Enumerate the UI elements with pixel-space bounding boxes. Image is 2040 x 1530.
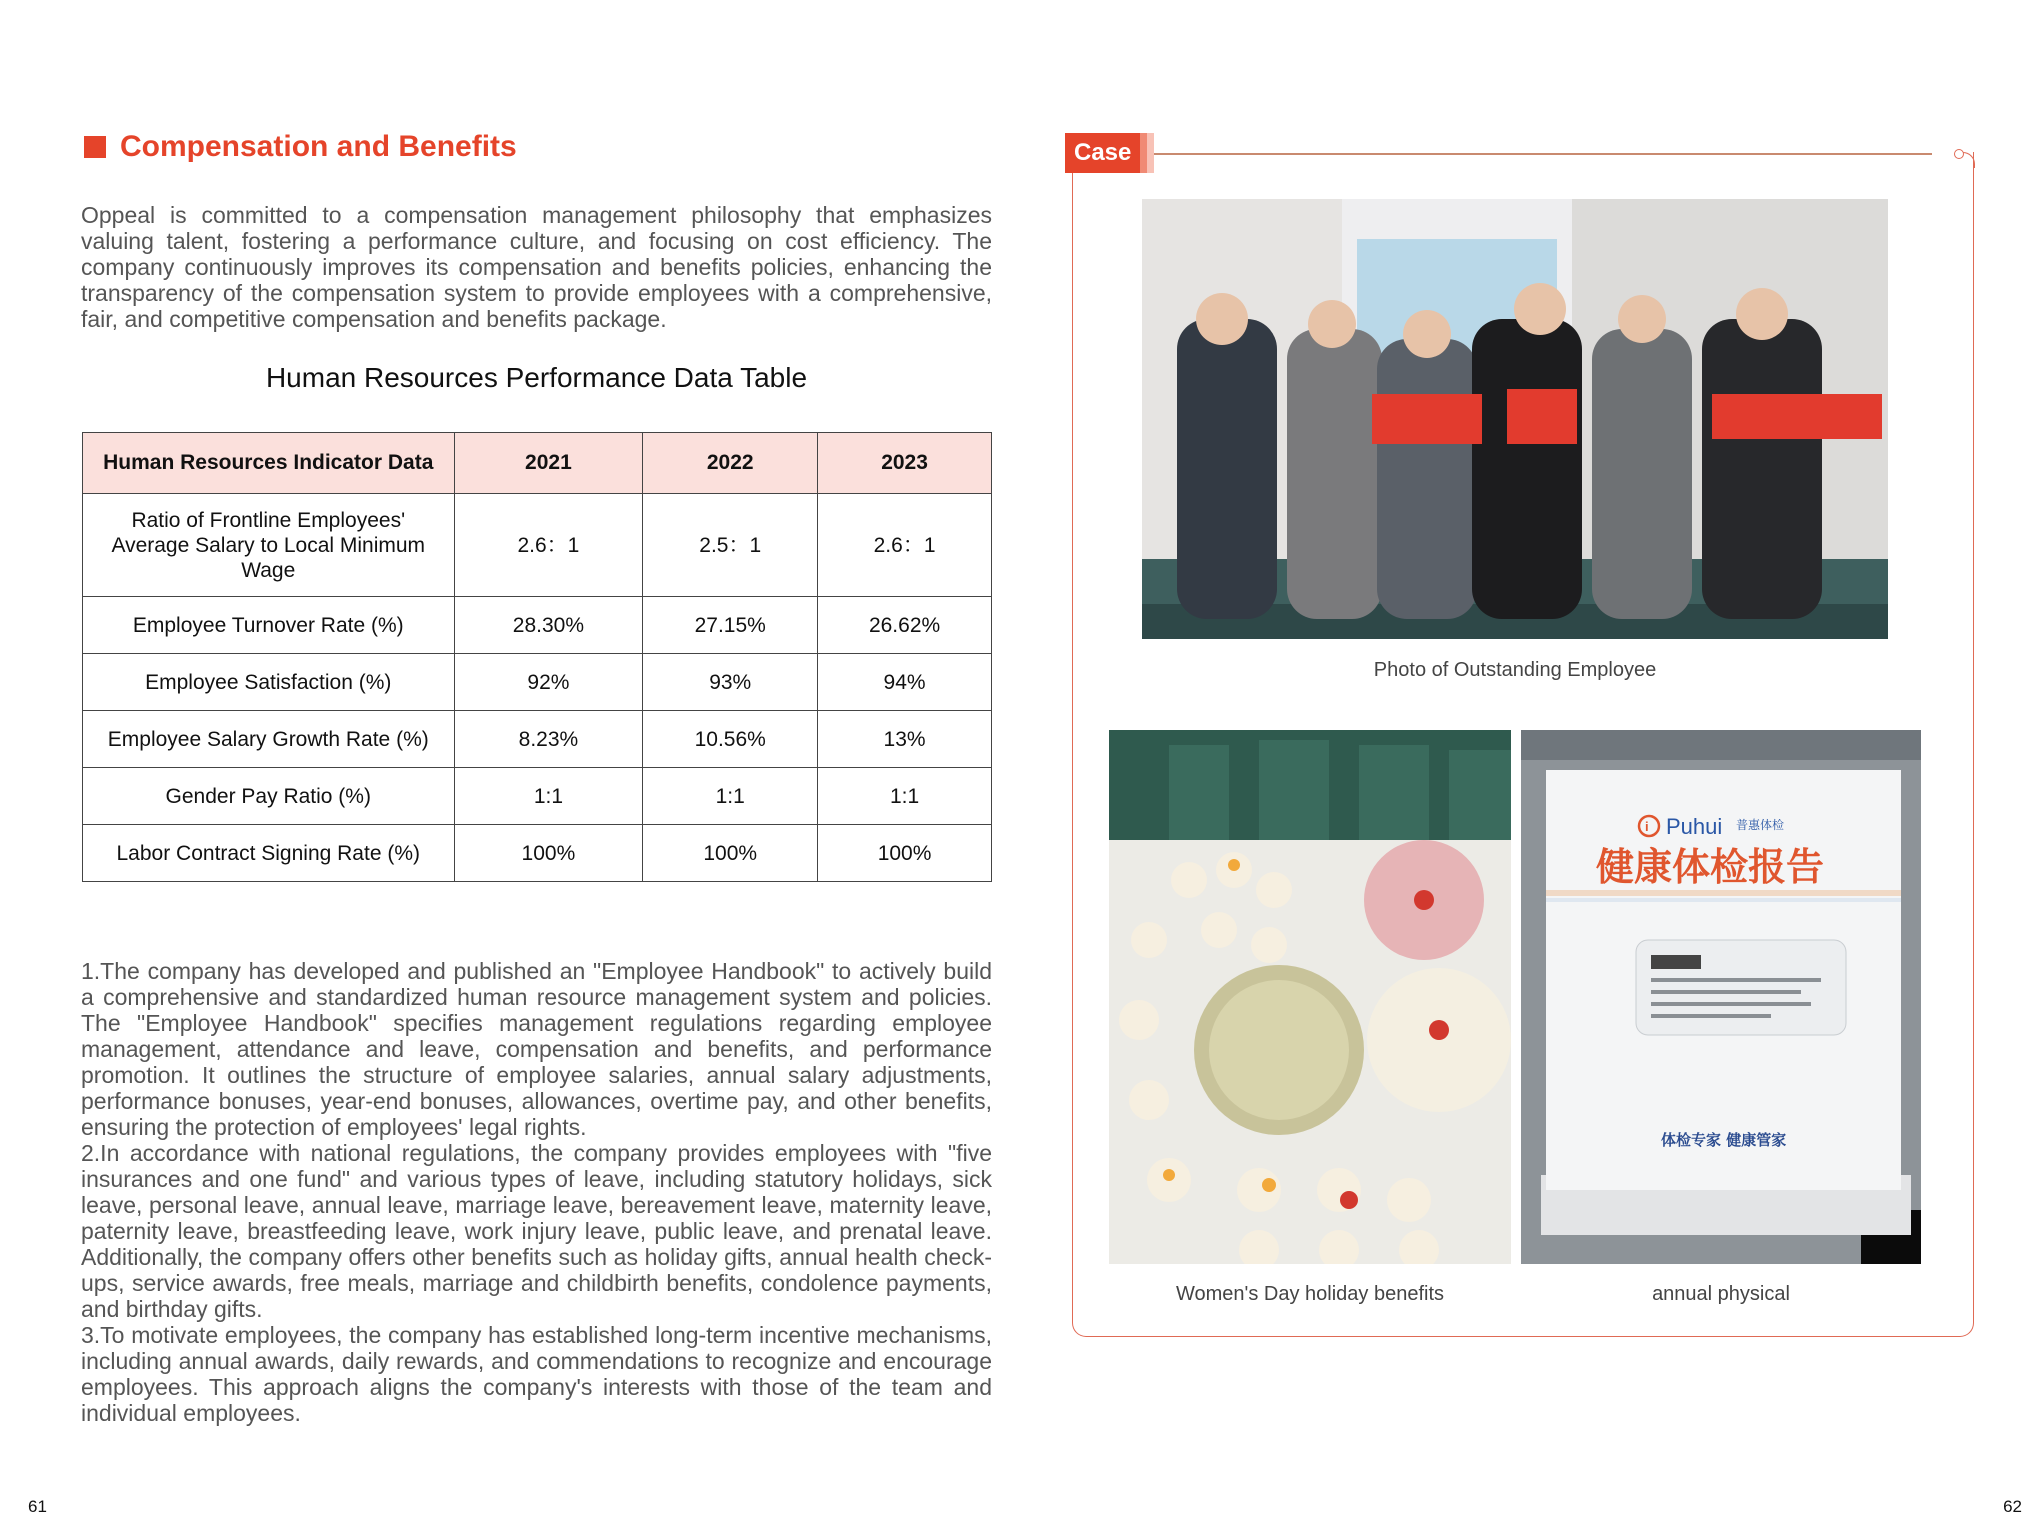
body-paragraph: 1.The company has developed and published an "Employee Handbook" to actively build a comprehensive and standardized human resource management system and policies. The "Employee Handbook" specifies management regulations regarding employee management, attendance and leave, compensation and benefits, and performance promotion. It outlines the structure of employee salaries, annual salary adjustments, performance bonuses, year-end bonuses, allowances, overtime pay, and other benefits, ensuring the protection of employees' legal rights. [81, 958, 992, 1140]
value-cell: 94% [818, 654, 992, 711]
case-badge-label: Case [1065, 133, 1140, 173]
page-number-left: 61 [28, 1497, 47, 1516]
value-cell: 100% [643, 825, 818, 882]
value-cell: 100% [818, 825, 992, 882]
indicator-cell: Gender Pay Ratio (%) [83, 768, 455, 825]
section-heading: Compensation and Benefits [120, 130, 517, 163]
badge-stripe [1140, 133, 1147, 173]
body-paragraph: 2.In accordance with national regulations, the company provides employees with "five insurances and one fund" and various types of leave, including statutory holidays, sick leave, personal leave, annual leave, marriage leave, bereavement leave, maternity leave, paternity leave, breastfeeding leave, work injury leave, public leave, and prenatal leave. Additionally, the company offers other benefits such as holiday gifts, annual health check-ups, service awards, free meals, marriage and childbirth benefits, condolence payments, and birthday gifts. [81, 1140, 992, 1322]
brand-cn: 普惠体检 [1736, 818, 1785, 832]
value-cell: 28.30% [454, 597, 643, 654]
value-cell: 10.56% [643, 711, 818, 768]
benefits-body-text [81, 958, 992, 1426]
table-header-row [83, 433, 992, 494]
photo-caption: Photo of Outstanding Employee [1373, 659, 1657, 681]
section-title [84, 130, 517, 164]
table-row [83, 494, 992, 597]
table-row [83, 654, 992, 711]
case-badge [1065, 133, 1154, 173]
value-cell: 2.5：1 [643, 494, 818, 597]
header-2021: 2021 [454, 433, 643, 494]
case-corner-dot-icon [1954, 149, 1964, 159]
photo-caption: annual physical [1652, 1283, 1790, 1305]
outstanding-employee-photo [1142, 199, 1888, 639]
indicator-cell: Employee Salary Growth Rate (%) [83, 711, 455, 768]
indicator-cell: Labor Contract Signing Rate (%) [83, 825, 455, 882]
value-cell: 1:1 [643, 768, 818, 825]
table-title: Human Resources Performance Data Table [265, 362, 808, 393]
title-square-icon [84, 136, 106, 158]
indicator-cell: Employee Turnover Rate (%) [83, 597, 455, 654]
badge-stripe [1147, 133, 1154, 173]
header-indicator: Human Resources Indicator Data [83, 433, 455, 494]
report-slogan: 体检专家 健康管家 [1661, 1131, 1787, 1149]
body-paragraph: 3.To motivate employees, the company has established long-term incentive mechanisms, including annual awards, daily rewards, and commendations to recognize and encourage employees. This approach aligns the company's interests with those of the team and individual employees. [81, 1322, 992, 1426]
value-cell: 13% [818, 711, 992, 768]
header-2022: 2022 [643, 433, 818, 494]
value-cell: 2.6：1 [454, 494, 643, 597]
indicator-cell: Ratio of Frontline Employees' Average Salary to Local Minimum Wage [83, 494, 455, 597]
table-row [83, 768, 992, 825]
value-cell: 1:1 [818, 768, 992, 825]
table-row [83, 825, 992, 882]
hr-performance-table [82, 432, 992, 882]
womens-day-photo [1109, 730, 1511, 1264]
indicator-cell: Employee Satisfaction (%) [83, 654, 455, 711]
table-row [83, 597, 992, 654]
value-cell: 27.15% [643, 597, 818, 654]
photo-caption: Women's Day holiday benefits [1175, 1283, 1445, 1305]
brand-name: Puhui [1666, 814, 1723, 839]
page-number-right: 62 [2003, 1497, 2022, 1516]
value-cell: 1:1 [454, 768, 643, 825]
header-2023: 2023 [818, 433, 992, 494]
report-title: 健康体检报告 [1596, 845, 1825, 889]
annual-physical-photo [1521, 730, 1921, 1264]
value-cell: 8.23% [454, 711, 643, 768]
value-cell: 26.62% [818, 597, 992, 654]
svg-text:i: i [1645, 819, 1649, 834]
value-cell: 92% [454, 654, 643, 711]
value-cell: 2.6：1 [818, 494, 992, 597]
intro-paragraph: Oppeal is committed to a compensation management philosophy that emphasizes valuing talent, fostering a performance culture, and focusing on cost efficiency. The company continuously improves its compensation and benefits policies, enhancing the transparency of the compensation system to provide employees with a comprehensive, fair, and competitive compensation and benefits package. [81, 202, 992, 332]
value-cell: 100% [454, 825, 643, 882]
value-cell: 93% [643, 654, 818, 711]
table-row [83, 711, 992, 768]
case-header-line [1154, 153, 1932, 155]
